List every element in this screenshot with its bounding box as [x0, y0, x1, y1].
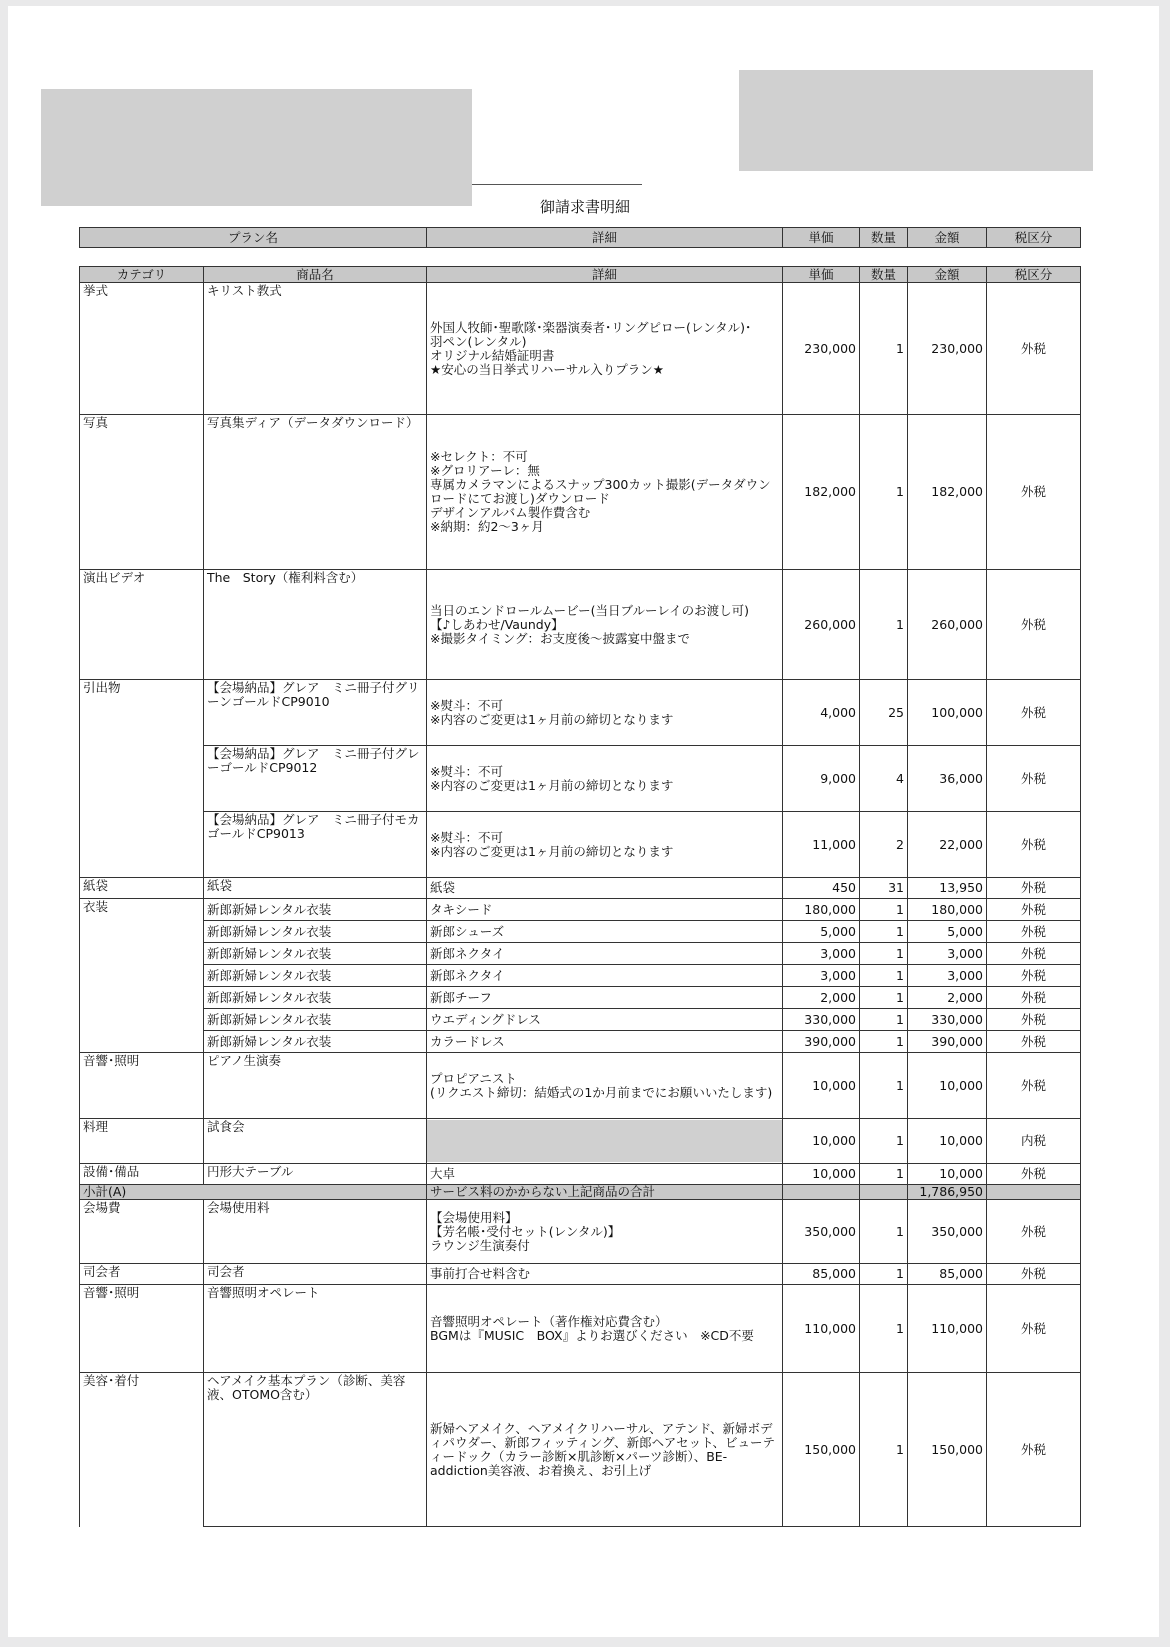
item-name-cell: 写真集ディア（データダウンロード）	[204, 415, 427, 570]
col-tax: 税区分	[987, 228, 1081, 248]
tax-cell: 外税	[987, 943, 1081, 965]
category-cell	[80, 943, 204, 965]
detail-cell: ※熨斗：不可 ※内容のご変更は1ヶ月前の締切となります	[427, 680, 783, 746]
detail-cell: 新郎チーフ	[427, 987, 783, 1009]
category-cell	[80, 987, 204, 1009]
amount-cell: 10,000	[908, 1119, 987, 1164]
amount-cell: 3,000	[908, 965, 987, 987]
table-row	[80, 921, 1081, 943]
tax-cell: 外税	[987, 921, 1081, 943]
items-table	[79, 266, 1081, 1527]
table-row	[80, 746, 1081, 812]
item-name-cell: 【会場納品】グレア ミニ冊子付グレーゴールドCP9012	[204, 746, 427, 812]
table-row	[80, 283, 1081, 415]
amount-cell: 110,000	[908, 1285, 987, 1373]
tax-cell: 外税	[987, 680, 1081, 746]
category-cell: 司会者	[80, 1264, 204, 1285]
col-unit-price: 単価	[783, 228, 860, 248]
redacted-issuer-block	[739, 70, 1093, 171]
table-row	[80, 965, 1081, 987]
category-cell: 音響･照明	[80, 1053, 204, 1119]
unit-price-cell: 110,000	[783, 1285, 860, 1373]
qty-cell: 1	[860, 1009, 908, 1031]
tax-cell: 外税	[987, 899, 1081, 921]
table-row	[80, 1031, 1081, 1053]
subtotal-amount: 1,786,950	[908, 1185, 987, 1200]
category-cell: 会場費	[80, 1200, 204, 1264]
tax-cell: 外税	[987, 812, 1081, 878]
amount-cell: 182,000	[908, 415, 987, 570]
table-row	[80, 1164, 1081, 1185]
category-cell	[80, 965, 204, 987]
col-detail: 詳細	[427, 267, 783, 283]
detail-cell: ※セレクト：不可 ※グロリアーレ：無 専属カメラマンによるスナップ300カット撮影(データダウン ロードにてお渡し)ダウンロード デザインアルバム製作費含む ※納期：約2～3ヶ月	[427, 415, 783, 570]
qty-cell: 1	[860, 1285, 908, 1373]
detail-cell: カラードレス	[427, 1031, 783, 1053]
plan-table	[79, 227, 1081, 248]
tax-cell: 外税	[987, 878, 1081, 899]
detail-cell: 当日のエンドロールムービー(当日ブルーレイのお渡し可) 【♪しあわせ/Vaundy】 ※撮影タイミング：お支度後～披露宴中盤まで	[427, 570, 783, 680]
category-cell: 挙式	[80, 283, 204, 415]
table-row	[80, 1009, 1081, 1031]
qty-cell: 1	[860, 921, 908, 943]
detail-cell: 新郎ネクタイ	[427, 965, 783, 987]
unit-price-cell: 450	[783, 878, 860, 899]
table-row	[80, 1053, 1081, 1119]
detail-cell: 大卓	[427, 1164, 783, 1185]
document-title: 御請求書明細	[539, 198, 630, 216]
category-cell	[80, 812, 204, 878]
amount-cell: 150,000	[908, 1373, 987, 1527]
detail-cell: 【会場使用料】 【芳名帳･受付セット(レンタル)】 ラウンジ生演奏付	[427, 1200, 783, 1264]
item-name-cell: 新郎新婦レンタル衣装	[204, 1031, 427, 1053]
amount-cell: 22,000	[908, 812, 987, 878]
unit-price-cell: 180,000	[783, 899, 860, 921]
qty-cell: 1	[860, 1164, 908, 1185]
table-row	[80, 899, 1081, 921]
col-tax: 税区分	[987, 267, 1081, 283]
amount-cell: 230,000	[908, 283, 987, 415]
table-row	[80, 1119, 1081, 1164]
table-row	[80, 680, 1081, 746]
tax-cell: 外税	[987, 746, 1081, 812]
empty-cell	[860, 1185, 908, 1200]
detail-cell: ※熨斗：不可 ※内容のご変更は1ヶ月前の締切となります	[427, 746, 783, 812]
category-cell	[80, 921, 204, 943]
table-row	[80, 943, 1081, 965]
amount-cell: 3,000	[908, 943, 987, 965]
qty-cell: 2	[860, 812, 908, 878]
qty-cell: 31	[860, 878, 908, 899]
qty-cell: 1	[860, 1200, 908, 1264]
qty-cell: 1	[860, 570, 908, 680]
redacted-detail	[427, 1120, 782, 1162]
item-name-cell: 【会場納品】グレア ミニ冊子付グリーンゴールドCP9010	[204, 680, 427, 746]
col-detail: 詳細	[427, 228, 783, 248]
item-name-cell: ピアノ生演奏	[204, 1053, 427, 1119]
tax-cell: 外税	[987, 1200, 1081, 1264]
detail-cell: タキシード	[427, 899, 783, 921]
amount-cell: 330,000	[908, 1009, 987, 1031]
detail-cell: 新郎シューズ	[427, 921, 783, 943]
unit-price-cell: 85,000	[783, 1264, 860, 1285]
amount-cell: 390,000	[908, 1031, 987, 1053]
category-cell	[80, 1009, 204, 1031]
item-name-cell: ヘアメイク基本プラン（診断、美容液、OTOMO含む）	[204, 1373, 427, 1527]
category-cell: 衣装	[80, 899, 204, 921]
category-cell: 演出ビデオ	[80, 570, 204, 680]
item-name-cell: 紙袋	[204, 878, 427, 899]
detail-cell: プロピアニスト (リクエスト締切：結婚式の1か月前までにお願いいたします)	[427, 1053, 783, 1119]
amount-cell: 36,000	[908, 746, 987, 812]
col-unit-price: 単価	[783, 267, 860, 283]
unit-price-cell: 390,000	[783, 1031, 860, 1053]
table-row	[80, 1373, 1081, 1527]
subtotal-detail: サービス料のかからない上記商品の合計	[427, 1185, 783, 1200]
tax-cell: 外税	[987, 1285, 1081, 1373]
unit-price-cell: 10,000	[783, 1119, 860, 1164]
unit-price-cell: 150,000	[783, 1373, 860, 1527]
unit-price-cell: 330,000	[783, 1009, 860, 1031]
qty-cell: 1	[860, 1373, 908, 1527]
tax-cell: 内税	[987, 1119, 1081, 1164]
redacted-recipient-block	[41, 89, 472, 206]
tax-cell: 外税	[987, 965, 1081, 987]
item-name-cell: 新郎新婦レンタル衣装	[204, 943, 427, 965]
empty-cell	[783, 1185, 860, 1200]
category-cell: 美容･着付	[80, 1373, 204, 1527]
subtotal-label: 小計(A)	[80, 1185, 427, 1200]
tax-cell: 外税	[987, 1031, 1081, 1053]
items-header-row	[80, 267, 1081, 283]
tax-cell: 外税	[987, 1053, 1081, 1119]
category-cell: 設備･備品	[80, 1164, 204, 1185]
detail-cell: ウエディングドレス	[427, 1009, 783, 1031]
item-name-cell: 新郎新婦レンタル衣装	[204, 899, 427, 921]
detail-cell: 新郎ネクタイ	[427, 943, 783, 965]
qty-cell: 4	[860, 746, 908, 812]
unit-price-cell: 350,000	[783, 1200, 860, 1264]
category-cell: 料理	[80, 1119, 204, 1164]
detail-cell: 音響照明オペレート（著作権対応費含む） BGMは『MUSIC BOX』よりお選びください ※CD不要	[427, 1285, 783, 1373]
qty-cell: 1	[860, 283, 908, 415]
unit-price-cell: 5,000	[783, 921, 860, 943]
qty-cell: 1	[860, 987, 908, 1009]
item-name-cell: 新郎新婦レンタル衣装	[204, 921, 427, 943]
table-row	[80, 1264, 1081, 1285]
tax-cell: 外税	[987, 1164, 1081, 1185]
amount-cell: 180,000	[908, 899, 987, 921]
amount-cell: 13,950	[908, 878, 987, 899]
item-name-cell: 音響照明オペレート	[204, 1285, 427, 1373]
amount-cell: 100,000	[908, 680, 987, 746]
tax-cell: 外税	[987, 1373, 1081, 1527]
recipient-underline	[472, 184, 642, 185]
table-row	[80, 812, 1081, 878]
unit-price-cell: 10,000	[783, 1053, 860, 1119]
category-cell: 紙袋	[80, 878, 204, 899]
item-name-cell: 円形大テーブル	[204, 1164, 427, 1185]
unit-price-cell: 9,000	[783, 746, 860, 812]
tax-cell: 外税	[987, 987, 1081, 1009]
unit-price-cell: 4,000	[783, 680, 860, 746]
item-name-cell: 新郎新婦レンタル衣装	[204, 987, 427, 1009]
col-amount: 金額	[908, 228, 987, 248]
detail-cell: 紙袋	[427, 878, 783, 899]
amount-cell: 85,000	[908, 1264, 987, 1285]
category-cell: 写真	[80, 415, 204, 570]
category-cell: 引出物	[80, 680, 204, 746]
detail-cell: 事前打合せ料含む	[427, 1264, 783, 1285]
table-row	[80, 570, 1081, 680]
subtotal-row	[80, 1185, 1081, 1200]
detail-cell: 新婦ヘアメイク、ヘアメイクリハーサル、アテンド、新婦ボディパウダー、新郎フィッティング、新郎ヘアセット、ビューティードック（カラー診断×肌診断×パーツ診断）、BE-addiction美容液、お着換え、お引上げ	[427, 1373, 783, 1527]
tax-cell: 外税	[987, 1264, 1081, 1285]
qty-cell: 1	[860, 1053, 908, 1119]
tax-cell: 外税	[987, 570, 1081, 680]
empty-cell	[987, 1185, 1081, 1200]
table-row	[80, 987, 1081, 1009]
amount-cell: 2,000	[908, 987, 987, 1009]
amount-cell: 10,000	[908, 1053, 987, 1119]
amount-cell: 10,000	[908, 1164, 987, 1185]
col-qty: 数量	[860, 267, 908, 283]
tax-cell: 外税	[987, 415, 1081, 570]
col-qty: 数量	[860, 228, 908, 248]
unit-price-cell: 3,000	[783, 965, 860, 987]
qty-cell: 1	[860, 1264, 908, 1285]
col-plan-name: プラン名	[80, 228, 427, 248]
qty-cell: 1	[860, 1119, 908, 1164]
qty-cell: 1	[860, 899, 908, 921]
unit-price-cell: 2,000	[783, 987, 860, 1009]
amount-cell: 5,000	[908, 921, 987, 943]
item-name-cell: The Story（権利料含む）	[204, 570, 427, 680]
category-cell: 音響･照明	[80, 1285, 204, 1373]
item-name-cell: 試食会	[204, 1119, 427, 1164]
qty-cell: 1	[860, 965, 908, 987]
detail-cell	[427, 1119, 783, 1164]
item-name-cell: 会場使用料	[204, 1200, 427, 1264]
plan-header-row	[80, 228, 1081, 248]
qty-cell: 1	[860, 943, 908, 965]
detail-cell: 外国人牧師･聖歌隊･楽器演奏者･リングピロー(レンタル)･ 羽ペン(レンタル) オリジナル結婚証明書 ★安心の当日挙式リハーサル入りプラン★	[427, 283, 783, 415]
item-name-cell: 新郎新婦レンタル衣装	[204, 1009, 427, 1031]
table-row	[80, 415, 1081, 570]
col-item-name: 商品名	[204, 267, 427, 283]
qty-cell: 1	[860, 415, 908, 570]
amount-cell: 260,000	[908, 570, 987, 680]
unit-price-cell: 260,000	[783, 570, 860, 680]
category-cell	[80, 746, 204, 812]
table-row	[80, 1200, 1081, 1264]
item-name-cell: 司会者	[204, 1264, 427, 1285]
item-name-cell: 新郎新婦レンタル衣装	[204, 965, 427, 987]
unit-price-cell: 3,000	[783, 943, 860, 965]
col-category: カテゴリ	[80, 267, 204, 283]
qty-cell: 1	[860, 1031, 908, 1053]
item-name-cell: キリスト教式	[204, 283, 427, 415]
category-cell	[80, 1031, 204, 1053]
item-name-cell: 【会場納品】グレア ミニ冊子付モカゴールドCP9013	[204, 812, 427, 878]
amount-cell: 350,000	[908, 1200, 987, 1264]
detail-cell: ※熨斗：不可 ※内容のご変更は1ヶ月前の締切となります	[427, 812, 783, 878]
tax-cell: 外税	[987, 1009, 1081, 1031]
unit-price-cell: 230,000	[783, 283, 860, 415]
qty-cell: 25	[860, 680, 908, 746]
table-row	[80, 878, 1081, 899]
tax-cell: 外税	[987, 283, 1081, 415]
unit-price-cell: 11,000	[783, 812, 860, 878]
col-amount: 金額	[908, 267, 987, 283]
unit-price-cell: 10,000	[783, 1164, 860, 1185]
table-row	[80, 1285, 1081, 1373]
unit-price-cell: 182,000	[783, 415, 860, 570]
